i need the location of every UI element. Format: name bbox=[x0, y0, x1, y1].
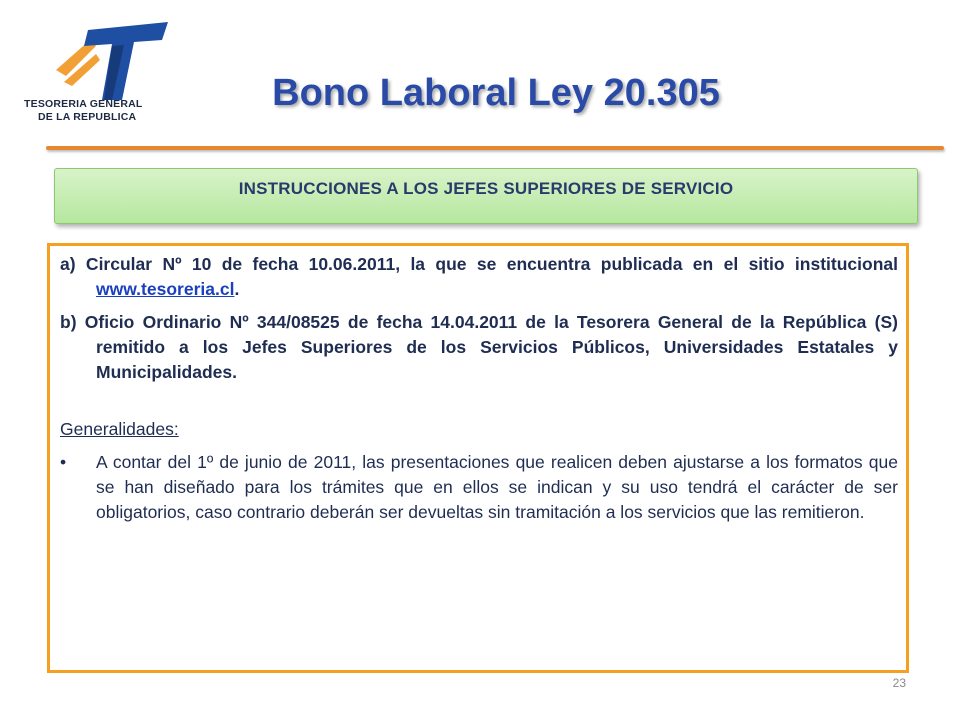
logo-line-1: TESORERIA GENERAL bbox=[24, 98, 143, 110]
tesoreria-logo bbox=[24, 14, 184, 134]
content-body bbox=[60, 252, 898, 525]
section-banner bbox=[54, 168, 918, 224]
title-divider bbox=[46, 146, 944, 150]
item-b: b) Oficio Ordinario Nº 344/08525 de fecha 14.04.2011 de la Tesorera General de la República (S) remitido a los Jefes Superiores de los Servicios Públicos, Universidades Estatales y Municipalidades. bbox=[60, 312, 898, 382]
bullet-text: A contar del 1º de junio de 2011, las presentaciones que realicen deben ajustarse a los formatos que se han diseñado para los trámites que en ellos se indican y su uso tendrá el carácter de ser obligatorios, caso contrario deberán ser devueltas sin tramitación a los servicios que las remitieron. bbox=[96, 452, 898, 522]
content-box bbox=[47, 243, 909, 673]
item-a-end: . bbox=[234, 279, 240, 299]
page-number: 23 bbox=[892, 676, 906, 690]
item-a-text: a) Circular Nº 10 de fecha 10.06.2011, la que se encuentra publicada en el sitio institucional bbox=[60, 254, 898, 274]
item-a bbox=[60, 252, 898, 302]
generalidades-heading: Generalidades: bbox=[60, 419, 179, 439]
bullet-item bbox=[60, 450, 898, 525]
logo-mark-icon bbox=[52, 20, 170, 104]
banner-text: INSTRUCCIONES A LOS JEFES SUPERIORES DE SERVICIO bbox=[238, 179, 734, 198]
logo-line-2: DE LA REPUBLICA bbox=[38, 111, 137, 123]
logo-text bbox=[24, 98, 184, 124]
tesoreria-link[interactable]: www.tesoreria.cl bbox=[96, 279, 235, 299]
bullet-marker: • bbox=[60, 452, 67, 472]
page-title: Bono Laboral Ley 20.305 bbox=[272, 72, 720, 114]
